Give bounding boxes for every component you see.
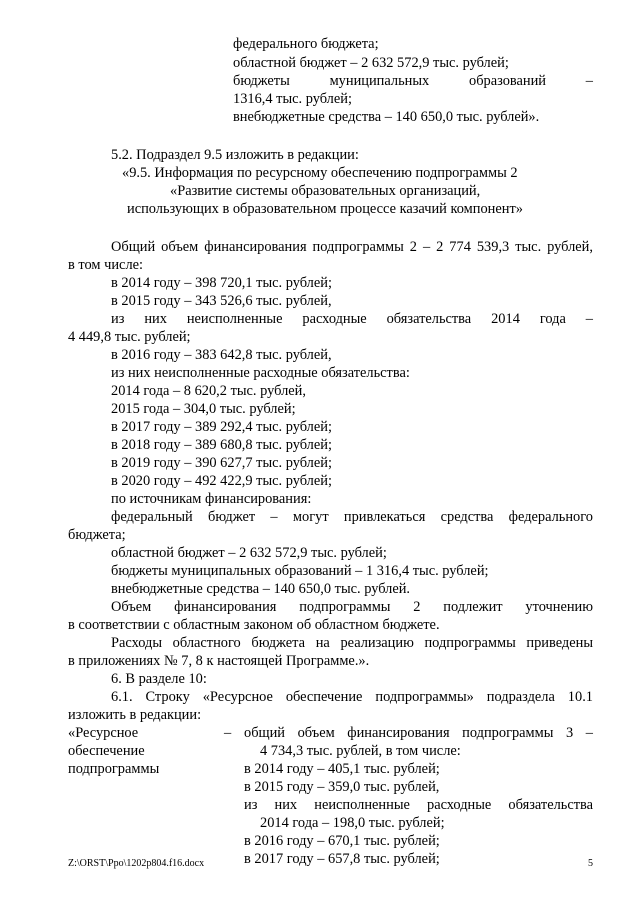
text-line: 1316,4 тыс. рублей;: [233, 91, 352, 107]
text-line: Общий объем финансирования подпрограммы 2 – 2 774 539,3 тыс. рублей,: [111, 239, 593, 255]
text-line: 6. В разделе 10:: [111, 671, 207, 687]
text-line: в том числе:: [68, 257, 144, 273]
table-label: «Ресурсное: [68, 725, 139, 741]
text-line: внебюджетные средства – 140 650,0 тыс. рублей».: [233, 109, 540, 125]
text-line: областной бюджет – 2 632 572,9 тыс. рублей;: [111, 545, 387, 561]
text-line: внебюджетные средства – 140 650,0 тыс. рублей.: [111, 581, 411, 597]
table-cell-line: в 2014 году – 405,1 тыс. рублей;: [244, 761, 440, 777]
section-heading: «9.5. Информация по ресурсному обеспечению подпрограммы 2: [122, 165, 518, 181]
text-line: из них неисполненные расходные обязательства:: [111, 365, 410, 381]
text-line: Объем финансирования подпрограммы 2 подлежит уточнению: [111, 599, 593, 615]
table-cell-line: в 2017 году – 657,8 тыс. рублей;: [244, 851, 440, 867]
section-heading: «Развитие системы образовательных организаций,: [170, 183, 481, 199]
text-line: 6.1. Строку «Ресурсное обеспечение подпрограммы» подраздела 10.1: [111, 689, 593, 705]
text-line: в 2017 году – 389 292,4 тыс. рублей;: [111, 419, 332, 435]
text-line: в 2019 году – 390 627,7 тыс. рублей;: [111, 455, 332, 471]
text-line: изложить в редакции:: [68, 707, 202, 723]
table-cell-line: в 2016 году – 670,1 тыс. рублей;: [244, 833, 440, 849]
text-line: бюджета;: [68, 527, 126, 543]
text-line: из них неисполненные расходные обязательства 2014 года –: [111, 311, 593, 327]
table-cell-line: 2014 года – 198,0 тыс. рублей;: [260, 815, 445, 831]
table-cell-line: 4 734,3 тыс. рублей, в том числе:: [260, 743, 461, 759]
section-heading: использующих в образовательном процессе казачий компонент»: [127, 201, 523, 217]
text-line: 4 449,8 тыс. рублей;: [68, 329, 191, 345]
text-line: в 2015 году – 343 526,6 тыс. рублей,: [111, 293, 332, 309]
footer-file-path: Z:\ORST\Ppo\1202p804.f16.docx: [68, 858, 205, 869]
text-line: в 2018 году – 389 680,8 тыс. рублей;: [111, 437, 332, 453]
table-cell-line: в 2015 году – 359,0 тыс. рублей,: [244, 779, 440, 795]
text-line: федерального бюджета;: [233, 36, 379, 52]
text-line: в приложениях № 7, 8 к настоящей Программе.».: [68, 653, 370, 669]
page-number: 5: [588, 858, 593, 869]
text-line: бюджеты муниципальных образований –: [233, 73, 593, 89]
text-line: федеральный бюджет – могут привлекаться средства федерального: [111, 509, 593, 525]
text-line: Расходы областного бюджета на реализацию подпрограммы приведены: [111, 635, 593, 651]
text-line: областной бюджет – 2 632 572,9 тыс. рублей;: [233, 55, 509, 71]
text-line: в соответствии с областным законом об областном бюджете.: [68, 617, 440, 633]
table-cell-line: общий объем финансирования подпрограммы 3 –: [244, 725, 593, 741]
text-line: 2015 года – 304,0 тыс. рублей;: [111, 401, 296, 417]
text-line: в 2014 году – 398 720,1 тыс. рублей;: [111, 275, 332, 291]
text-line: в 2016 году – 383 642,8 тыс. рублей,: [111, 347, 332, 363]
paragraph-intro: 5.2. Подраздел 9.5 изложить в редакции:: [111, 147, 359, 163]
text-line: в 2020 году – 492 422,9 тыс. рублей;: [111, 473, 332, 489]
text-line: бюджеты муниципальных образований – 1 316,4 тыс. рублей;: [111, 563, 489, 579]
text-line: 2014 года – 8 620,2 тыс. рублей,: [111, 383, 306, 399]
table-dash: –: [224, 725, 232, 741]
table-cell-line: из них неисполненные расходные обязательства: [244, 797, 593, 813]
table-label: подпрограммы: [68, 761, 160, 777]
text-line: по источникам финансирования:: [111, 491, 312, 507]
table-label: обеспечение: [68, 743, 145, 759]
